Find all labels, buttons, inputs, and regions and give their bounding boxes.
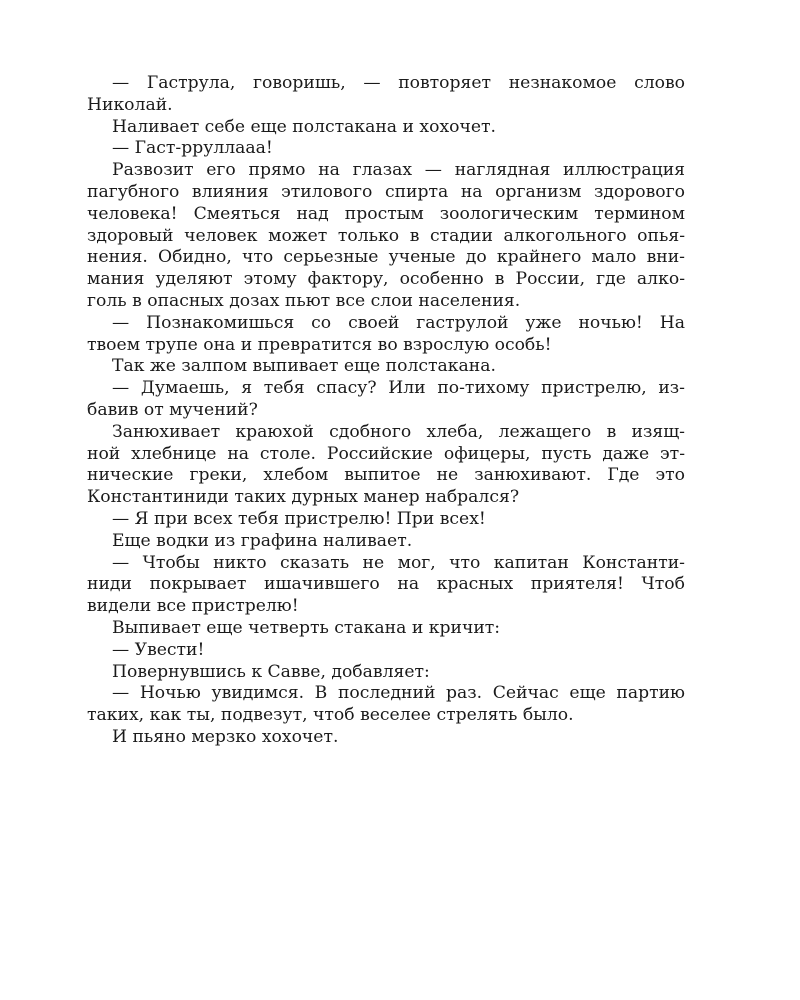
text-line: Константиниди таких дурных манер набрался? [87,487,520,508]
text-line: голь в опасных дозах пьют все слои населения. [87,290,521,311]
text-line: Так же залпом выпивает еще полстакана. [112,356,496,377]
text-line: — Гаст-рруллааа! [112,138,273,159]
text-line: видели все пристрелю! [87,596,299,617]
text-line: Развозит его прямо на глазах — наглядная иллюстрация [112,160,685,181]
text-line: — Ночью увидимся. В последний раз. Сейчас еще партию [112,683,685,704]
text-line: человека! Смеяться над простым зоологическим термином [87,203,685,224]
text-line: пагубного влияния этилового спирта на организм здорового [87,181,685,202]
text-line: здоровый человек может только в стадии алкогольного опья- [87,225,685,246]
text-line: твоем трупе она и превратится во взрослую особь! [87,334,552,355]
text-line: Повернувшись к Савве, добавляет: [112,661,430,682]
text-line: — Познакомишься со своей гаструлой уже ночью! На [112,312,685,333]
text-line: — Увести! [112,639,205,660]
text-line: нические греки, хлебом выпитое не занюхивают. Где это [87,465,685,486]
text-line: таких, как ты, подвезут, чтоб веселее стрелять было. [87,705,574,726]
text-line: нения. Обидно, что серьезные ученые до крайнего мало вни- [87,247,685,268]
book-page-text [87,73,685,749]
text-line: И пьяно мерзко хохочет. [112,726,339,747]
text-line: ниди покрывает ишачившего на красных приятеля! Чтоб [87,574,685,595]
text-line: мания уделяют этому фактору, особенно в России, где алко- [87,269,685,290]
text-line: Занюхивает краюхой сдобного хлеба, лежащего в изящ- [112,421,685,442]
text-line: Николай. [87,94,173,115]
text-line: — Гаструла, говоришь, — повторяет незнакомое слово [112,73,685,93]
text-line: Выпивает еще четверть стакана и кричит: [112,617,501,638]
text-line: Еще водки из графина наливает. [112,530,413,551]
text-line: бавив от мучений? [87,399,258,420]
text-line: Наливает себе еще полстакана и хохочет. [112,116,497,137]
text-line: ной хлебнице на столе. Российские офицеры, пусть даже эт- [87,443,685,464]
text-line: — Чтобы никто сказать не мог, что капитан Константи- [112,552,685,573]
text-line: — Думаешь, я тебя спасу? Или по-тихому пристрелю, из- [112,378,685,399]
text-line: — Я при всех тебя пристрелю! При всех! [112,508,486,529]
